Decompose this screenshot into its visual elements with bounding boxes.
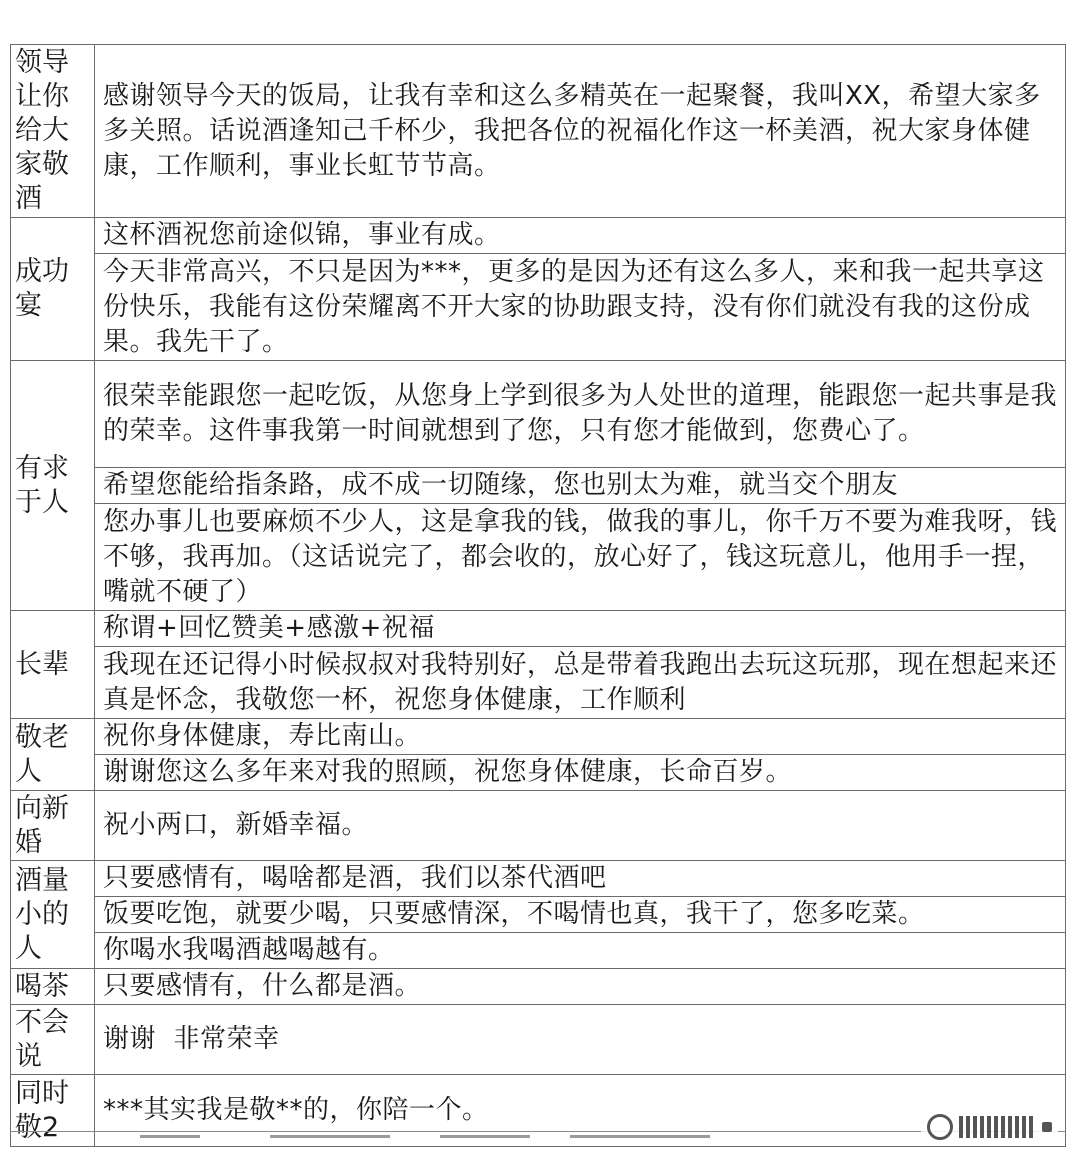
phrase-cell: 祝小两口，新婚幸福。 [95, 791, 1066, 861]
watermark-logo [921, 1112, 1058, 1142]
phrase-cell: 只要感情有，什么都是酒。 [95, 969, 1066, 1005]
category-cell: 有求于人 [11, 361, 95, 611]
category-cell: 成功宴 [11, 218, 95, 361]
phrase-cell: 谢谢您这么多年来对我的照顾，祝您身体健康，长命百岁。 [95, 755, 1066, 791]
phrase-cell: 祝你身体健康，寿比南山。 [95, 719, 1066, 755]
category-cell: 酒量小的人 [11, 861, 95, 969]
circle-icon [927, 1114, 953, 1140]
table-row [11, 719, 1066, 755]
phrase-cell: 只要感情有，喝啥都是酒，我们以茶代酒吧 [95, 861, 1066, 897]
phrase-cell: 我现在还记得小时候叔叔对我特别好，总是带着我跑出去玩这玩那，现在想起来还真是怀念，我敬您一杯，祝您身体健康，工作顺利 [95, 647, 1066, 719]
table-row [11, 468, 1066, 504]
table-row [11, 861, 1066, 897]
table-row [11, 933, 1066, 969]
phrase-cell: 饭要吃饱，就要少喝，只要感情深，不喝情也真，我干了，您多吃菜。 [95, 897, 1066, 933]
square-icon [1042, 1122, 1052, 1132]
table-row [11, 611, 1066, 647]
table-row [11, 504, 1066, 611]
category-cell: 同时敬2 [11, 1075, 95, 1147]
table-row [11, 791, 1066, 861]
category-cell: 领导让你给大家敬酒 [11, 45, 95, 218]
phrase-cell: 你喝水我喝酒越喝越有。 [95, 933, 1066, 969]
cut-off-next-row [10, 1131, 1066, 1138]
phrase-cell: 这杯酒祝您前途似锦，事业有成。 [95, 218, 1066, 254]
phrase-cell: ***其实我是敬**的，你陪一个。 [95, 1075, 1066, 1147]
category-cell: 向新婚 [11, 791, 95, 861]
phrase-cell: 称谓+回忆赞美+感激+祝福 [95, 611, 1066, 647]
category-cell: 不会说 [11, 1005, 95, 1075]
phrase-cell: 希望您能给指条路，成不成一切随缘，您也别太为难，就当交个朋友 [95, 468, 1066, 504]
table-row [11, 45, 1066, 218]
table-row [11, 897, 1066, 933]
category-cell: 敬老人 [11, 719, 95, 791]
phrase-cell: 谢谢 非常荣幸 [95, 1005, 1066, 1075]
table-row [11, 254, 1066, 361]
phrase-cell: 今天非常高兴，不只是因为***，更多的是因为还有这么多人，来和我一起共享这份快乐，我能有这份荣耀离不开大家的协助跟支持，没有你们就没有我的这份成果。我先干了。 [95, 254, 1066, 361]
table-row [11, 218, 1066, 254]
phrase-cell: 很荣幸能跟您一起吃饭，从您身上学到很多为人处世的道理，能跟您一起共事是我的荣幸。这件事我第一时间就想到了您，只有您才能做到，您费心了。 [95, 361, 1066, 468]
table-row [11, 361, 1066, 468]
table-row [11, 647, 1066, 719]
table-row [11, 969, 1066, 1005]
phrase-cell: 感谢领导今天的饭局，让我有幸和这么多精英在一起聚餐，我叫XX，希望大家多多关照。话说酒逢知己千杯少，我把各位的祝福化作这一杯美酒，祝大家身体健康，工作顺利，事业长虹节节高。 [95, 45, 1066, 218]
barcode-icon [959, 1116, 1036, 1138]
toast-phrases-table [10, 44, 1066, 1147]
table-row [11, 755, 1066, 791]
category-cell: 长辈 [11, 611, 95, 719]
category-cell: 喝茶 [11, 969, 95, 1005]
phrase-cell: 您办事儿也要麻烦不少人，这是拿我的钱，做我的事儿，你千万不要为难我呀，钱不够，我再加。（这话说完了，都会收的，放心好了，钱这玩意儿，他用手一捏，嘴就不硬了） [95, 504, 1066, 611]
table-row [11, 1005, 1066, 1075]
